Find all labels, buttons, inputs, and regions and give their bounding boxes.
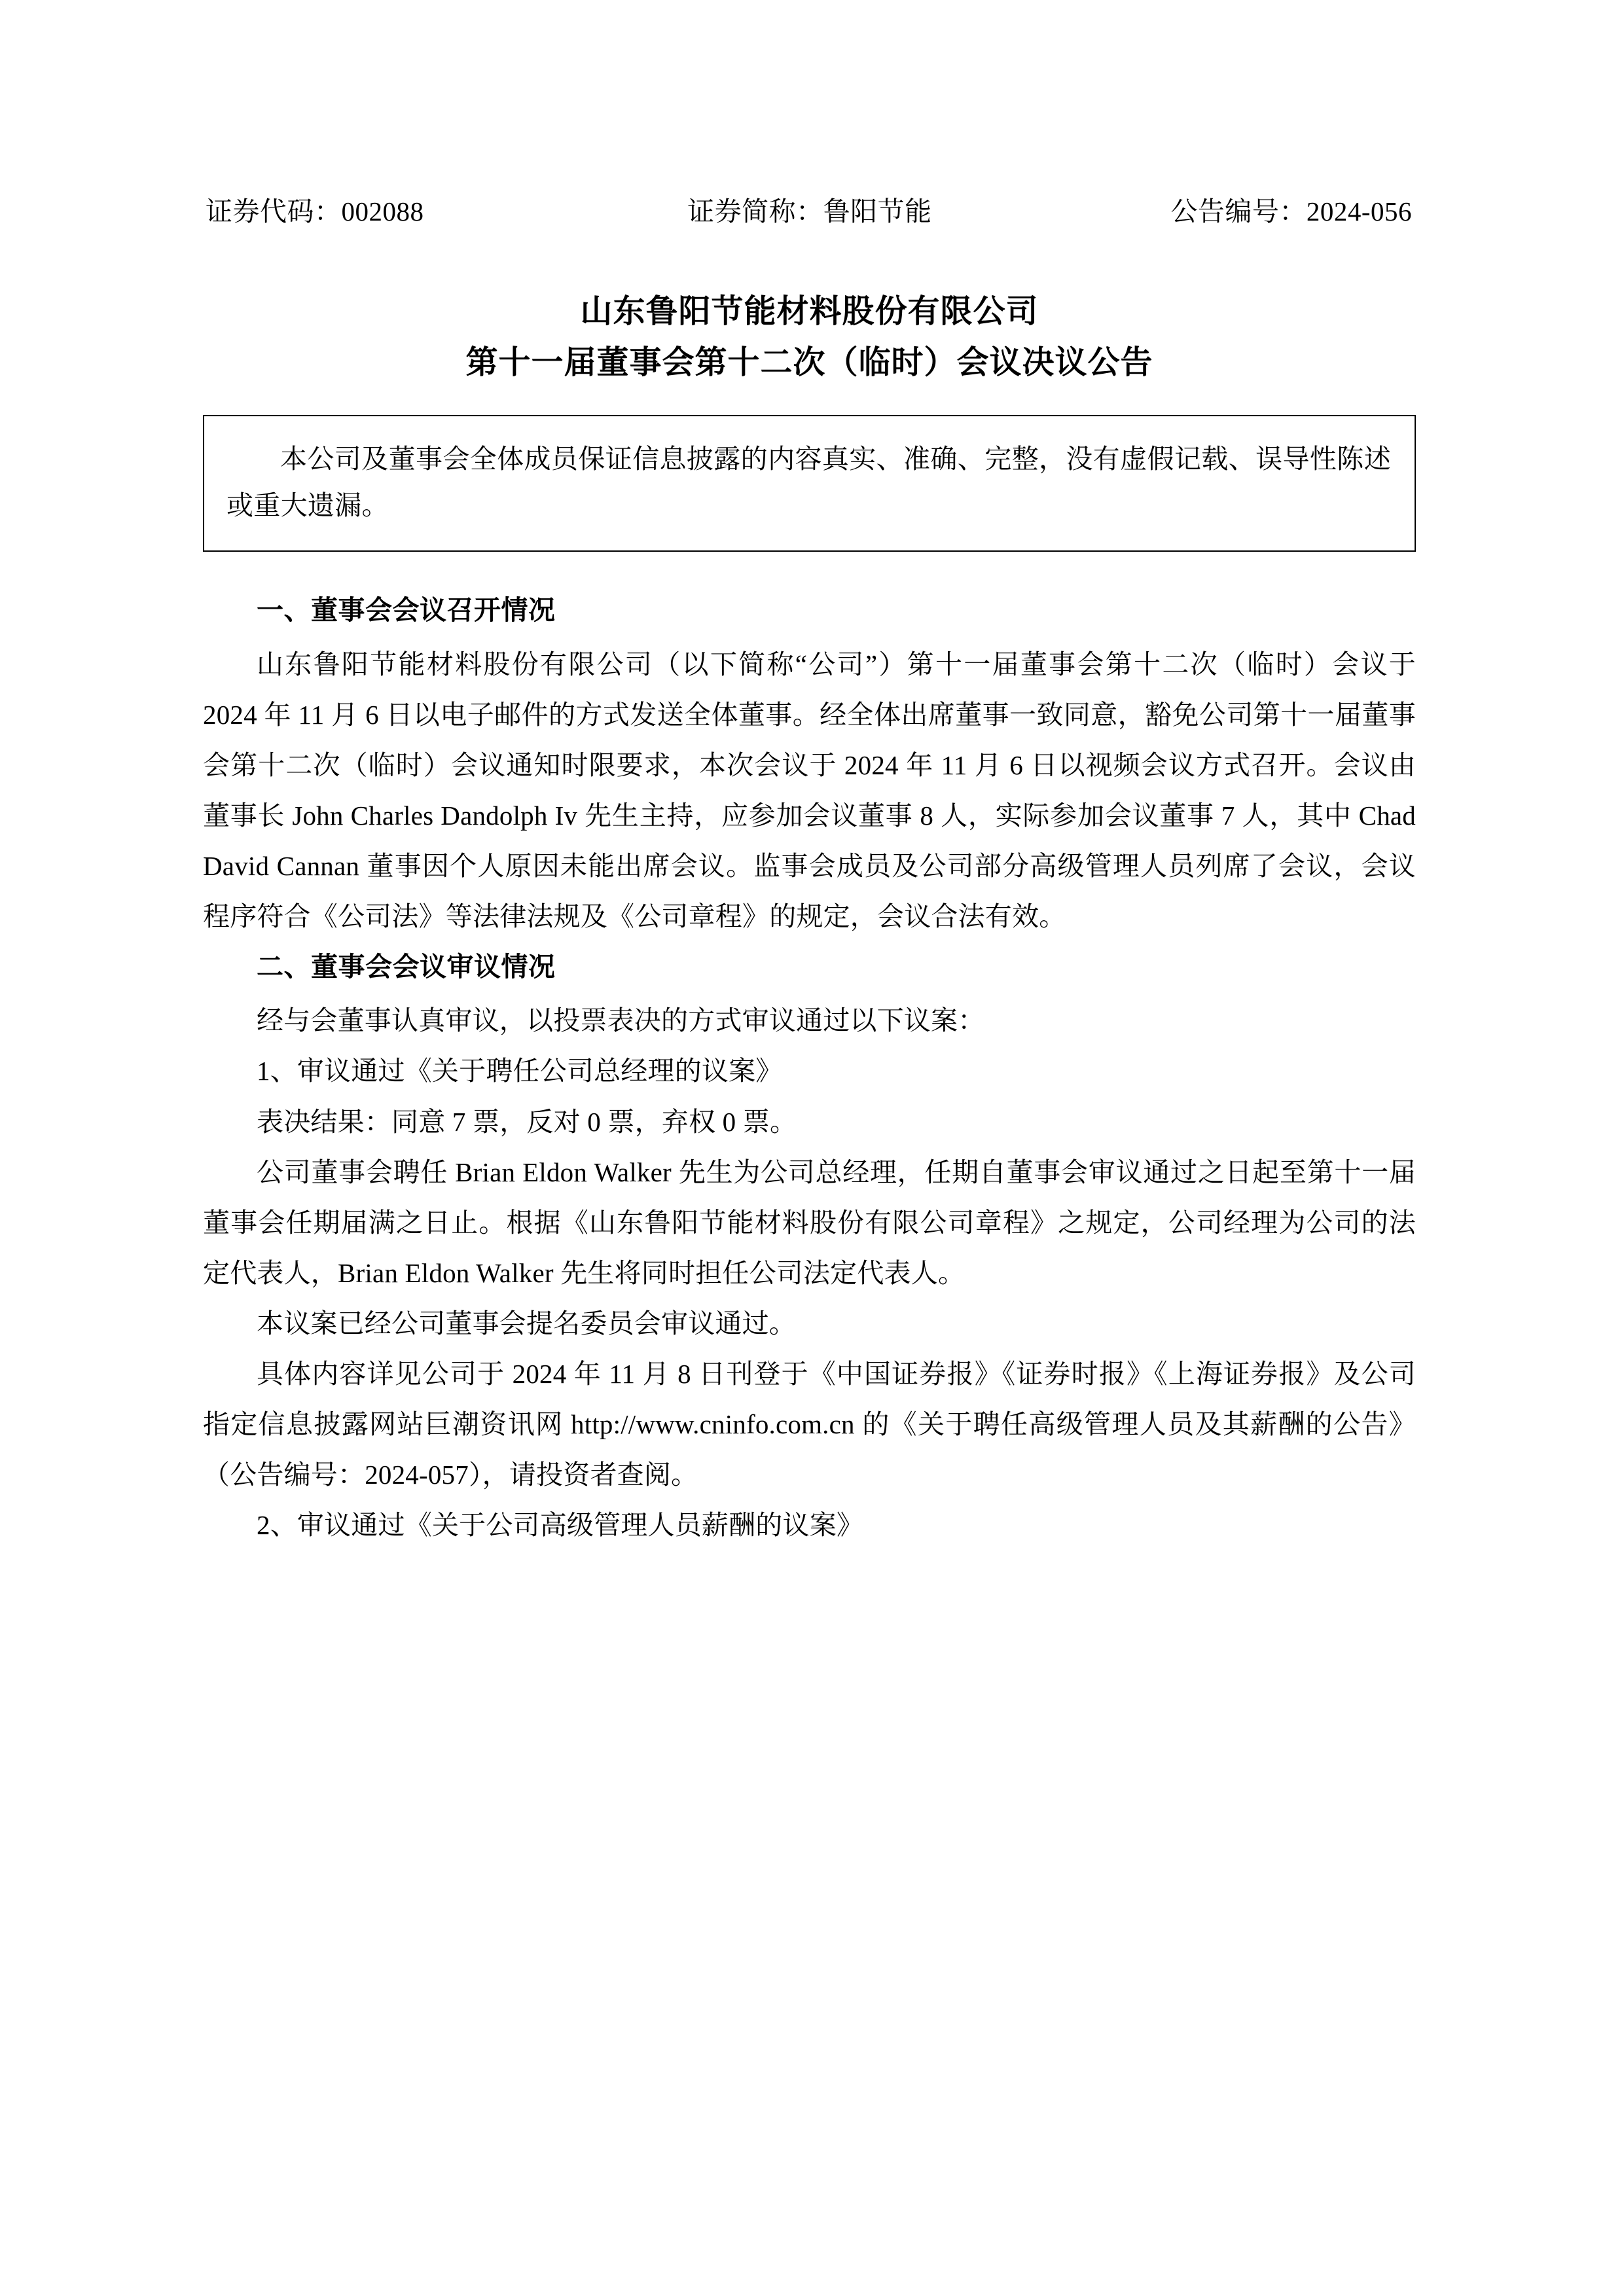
section-heading-meeting-deliberation: 二、董事会会议审议情况 [257,951,556,982]
proposal-1-vote-result: 表决结果：同意 7 票，反对 0 票，弃权 0 票。 [257,1106,797,1137]
proposal-1-detail: 公司董事会聘任 Brian Eldon Walker 先生为公司总经理，任期自董事会审议通过之日起至第十一届董事会任期届满之日止。根据《山东鲁阳节能材料股份有限公司章程》之规定，公司经理为公司的法定代表人，Brian Eldon Walker 先生将同时担任公司法定代表人。 [203,1157,1416,1288]
proposal-1-title: 1、审议通过《关于聘任公司总经理的议案》 [257,1056,783,1086]
proposal-1-committee-note: 本议案已经公司董事会提名委员会审议通过。 [257,1308,796,1338]
document-header [203,190,1416,228]
section-1-paragraph: 山东鲁阳节能材料股份有限公司（以下简称“公司”）第十一届董事会第十二次（临时）会议于 2024 年 11 月 6 日以电子邮件的方式发送全体董事。经全体出席董事一致同意，豁免公司第十一届董事会第十二次（临时）会议通知时限要求，本次会议于 2024 年 11 月 6 日以视频会议方式召开。会议由董事长 John Charles Dandolph Iv 先生主持，应参加会议董事 8 人，实际参加会议董事 7 人，其中 Chad David Cannan 董事因个人原因未能出席会议。监事会成员及公司部分高级管理人员列席了会议，会议程序符合《公司法》等法律法规及《公司章程》的规定，会议合法有效。 [203,649,1416,932]
proposal-1-reference: 具体内容详见公司于 2024 年 11 月 8 日刊登于《中国证券报》《证券时报》《上海证券报》及公司指定信息披露网站巨潮资讯网 http://www.cninfo.com.cn 的《关于聘任高级管理人员及其薪酬的公告》（公告编号：2024-057），请投资者查阅。 [203,1358,1416,1490]
announcement-number: 公告编号：2024-056 [1170,196,1412,226]
section-2-intro: 经与会董事认真审议，以投票表决的方式审议通过以下议案： [257,1005,985,1036]
security-abbreviation: 证券简称：鲁阳节能 [687,196,932,226]
title-line-subject: 第十一届董事会第十二次（临时）会议决议公告 [465,344,1153,380]
title-line-company: 山东鲁阳节能材料股份有限公司 [580,293,1039,329]
document-title [203,289,1416,385]
proposal-2-title: 2、审议通过《关于公司高级管理人员薪酬的议案》 [257,1510,864,1541]
security-code: 证券代码：002088 [206,196,424,226]
disclosure-statement-text: 本公司及董事会全体成员保证信息披露的内容真实、准确、完整，没有虚假记载、误导性陈述或重大遗漏。 [226,444,1391,520]
section-heading-meeting-convening: 一、董事会会议召开情况 [257,595,556,626]
disclosure-statement-box [203,415,1416,552]
